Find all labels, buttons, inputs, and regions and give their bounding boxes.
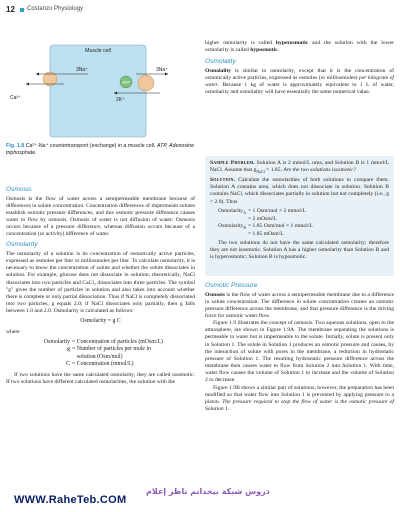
sample-problem-label: Sample Problem. (210, 160, 255, 166)
def-osmolarity-symbol: Osmolarity (43, 338, 70, 345)
term-osmosis: Osmosis (205, 291, 225, 298)
isosmotic-paragraph: If two solutions have the same calculated osmolarity, they are called isosmotic. If two solutions have different calculated osmolarities, the solution with the (6, 371, 195, 385)
osmolarity-heading: Osmolarity (6, 241, 38, 249)
figure-countertransport-diagram (6, 43, 195, 139)
atp-label: ATP (122, 80, 130, 85)
osmotic-pressure-paragraph: Osmosis is the flow of water across a semipermeable membrane due to a difference in solute concentration. The difference in solute concentration creates an osmotic pressure difference across the membrane, and that pressure difference is the driving force for osmotic water flow. (205, 291, 394, 319)
k-label: 2K⁺ (116, 97, 125, 103)
osmotic-pressure-heading: Osmotic Pressure (205, 282, 258, 289)
na-k-pump (138, 75, 154, 91)
eq1b-right: = 2 mOsm/L (248, 215, 277, 222)
caption-abbrev: ATP, Adenosine triphosphate. (6, 143, 195, 156)
osmosis-paragraph: Osmosis is the flow of water across a semipermeable membrane because of differences in solute concentration. Concentration differences of impermeant solutes establish osmotic pressure differences, and this osmotic pressure difference causes water to flow by osmosis. Osmosis of water is not diffusion of water: Osmosis occurs because of a pressure difference, whereas diffusion occurs because of a concentration (or activity) difference of water. (6, 195, 195, 238)
running-title: Costanzo Physiology (27, 6, 84, 12)
figure-1-9b-paragraph: Figure 1.9B shows a similar pair of solutions; however, the preparation has been modified so that water flow into Solution 1 is prevented by applying pressure to a piston. The pressure required to stop the flow of water is the osmotic pressure of Solution 1. (205, 384, 394, 412)
watermark-arabic: دروس شبكة بيخدانم ناظر إعلام (146, 487, 270, 496)
term-osmolality: Osmolality (205, 67, 232, 74)
solution-text: Solution. Calculate the osmolarities of both solutions to compare them. Solution A contains urea, which does not dissociate in solution. Solution B contains NaCl, which dissociates partially in solution but not completely (i.e., g < 2.0). Thus (210, 177, 389, 205)
sample-problem-box (205, 156, 394, 276)
caption-number: Fig. 1.8 (6, 143, 25, 149)
osmolarity-formula: Osmolarity = g C (80, 318, 121, 325)
watermark-site: WWW.RaheTeb.COM (14, 494, 127, 506)
solution-equations: Osmolarity$_A$ = 1 Osm/mol × 2 mmol/L = 2 mOsm/L Osmolarity$_B$ = 1.85 Osm/mol × 1 mmol/L = 1.85 mOsm/L (217, 207, 313, 238)
muscle-cell-label: Muscle cell (85, 48, 111, 54)
def-osmolarity-text: = Concentration of particles (mOsm/L) (72, 338, 163, 345)
na-in-label: 3Na⁺ (76, 67, 88, 73)
def-g-text: = Number of particles per mole in (72, 346, 151, 353)
sample-problem-text: Sample Problem. Solution A is 2 mmol/L urea, and Solution B is 1 mmol/L NaCl. Assume that $g_{NaCl} = 1.85$. Are the two solutions isosmotic? (210, 160, 389, 175)
term-hyposmotic: hyposmotic (250, 47, 278, 54)
page-number: 12 (6, 5, 15, 14)
right-column-top (205, 40, 394, 96)
hyperosmotic-paragraph: higher osmolarity is called hyperosmotic and the solution with the lower osmolarity is called hyposmotic. (205, 40, 395, 54)
figure-1-9-paragraph: Figure 1.9 illustrates the concept of osmosis. Two aqueous solutions, open to the atmosphere, are shown in Figure 1.9A. The membrane separating the solutions is permeable to water but is impermeable to the solute. Initially, solute is present only in Solution 1. The solute in Solution 1 produces an osmotic pressure and causes, by the interaction of solute with pores in the membrane, a reduction in hydrostatic pressure of Solution 1. The resulting hydrostatic pressure difference across the membrane then causes water to flow from Solution 2 into Solution 1. With time, water flow causes the volume of Solution 1 to increase and the volume of Solution 2 to decrease. (205, 320, 394, 384)
solution-label: Solution. (210, 177, 236, 184)
term-hyperosmotic: hyperosmotic (275, 40, 309, 46)
header-marker (20, 8, 24, 12)
caption-text: Ca²⁺-Na⁺ countertransport (exchange) in a muscle cell. (25, 143, 156, 149)
muscle-cell-shape (50, 45, 146, 137)
left-column (6, 186, 195, 386)
page-header (6, 5, 396, 17)
def-g-unit: solution (Osm/mol) (77, 353, 123, 360)
formula-definitions (6, 339, 195, 369)
eq2b-right: = 1.85 mOsm/L (248, 231, 284, 238)
na-out-label: 3Na⁺ (156, 67, 168, 73)
osmolality-heading: Osmolality (205, 58, 236, 66)
figure-caption (6, 143, 195, 156)
right-column-bottom (205, 282, 394, 413)
box-conclusion: The two solutions do not have the same calculated osmolarity; therefore they are not isosmotic. Solution A has a higher osmolarity than Solution B and is hyperosmotic; Solution B is hyposmotic. (210, 240, 389, 261)
osmolality-paragraph: Osmolality is similar to osmolarity, except that it is the concentration of osmotically active particles, expressed as osmoles (or milliosmoles) per kilogram of water. Because 1 kg of water is approximately equivalent to 1 L of water, osmolarity and osmolality will have essentially the same numerical value. (205, 67, 394, 96)
osmolarity-paragraph: The osmolarity of a solution is its concentration of osmotically active particles, expressed as osmoles per liter or milliosmoles per liter. To calculate osmolarity, it is necessary to know the concentration of solute and whether the solute dissociates in solution. For example, glucose does not dissociate in solution; theoretically, NaCl dissociates into two particles and CaCl₂ dissociates into three particles. The symbol "g" gives the number of particles in solution and also takes into account whether there is complete or only partial dissociation. Thus if NaCl is completely dissociated into two particles, g equals 2.0; if NaCl dissociates only partially, then g falls between 1.0 and 2.0. Osmolarity is calculated as follows: (6, 250, 195, 315)
def-c-text: = Concentration (mmol/L) (72, 361, 134, 368)
def-c-symbol: C (66, 361, 70, 368)
ca-label: Ca²⁺ (10, 95, 21, 101)
osmosis-heading: Osmosis (6, 186, 32, 193)
eq2-right: = 1.85 Osm/mol × 1 mmol/L (248, 222, 313, 229)
def-g-symbol: g (67, 346, 70, 353)
where-label: where (6, 328, 20, 335)
eq1-right: = 1 Osm/mol × 2 mmol/L (248, 207, 306, 214)
